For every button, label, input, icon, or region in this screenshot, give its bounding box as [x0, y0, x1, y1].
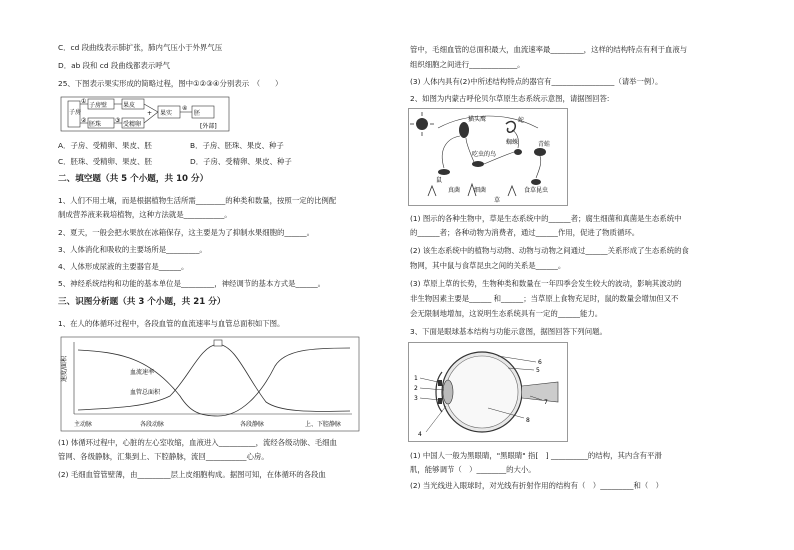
- flow-pei: 胚: [194, 110, 201, 117]
- fill-q1-line1: 1、人们不用土壤，而是根据植物生活所需________的种类和数量，按照一定的比例配: [58, 196, 337, 205]
- chart-ylabel: 速度/面积: [61, 355, 68, 382]
- flow-n1: ①: [81, 98, 87, 105]
- chart-x3: 各段静脉: [240, 421, 265, 428]
- eco-q2-line1: (2) 该生态系统中的植物与动物、动物与动物之间通过______关系形成了生态系统的食: [410, 246, 689, 255]
- eco-snake: 蛇: [518, 117, 525, 124]
- option-d-text: D．ab 段和 cd 段曲线都表示呼气: [58, 61, 171, 70]
- eco-bacteria: 细菌: [474, 187, 487, 194]
- analysis-q2-intro: 2、如图为内蒙古呼伦贝尔草原生态系统示意图，请据图回答:: [410, 94, 610, 103]
- fill-q3: 3、人体消化和吸收的主要场所是_________。: [58, 245, 207, 254]
- question-25: 25、下图表示果实形成的简略过程，图中①②③④分别表示 （ ）: [58, 79, 283, 88]
- eye-n3: 3: [414, 395, 418, 402]
- chart-x4: 上、下腔静脉: [305, 421, 342, 428]
- eco-q3-line2: 非生物因素主要是______ 和______；当草原上食物充足时，鼠的数量会增加但又不: [410, 294, 679, 303]
- blood-flow-chart: [60, 336, 360, 432]
- chart-x2: 各段动脉: [140, 421, 165, 428]
- flow-zifang: 子房: [69, 109, 82, 116]
- eco-bird: 吃虫的鸟: [472, 151, 497, 158]
- eye-q2: (2) 当光线进入眼球时，对光线有折射作用的结构有（ ）_________和（ ）: [410, 481, 664, 490]
- eye-n4: 4: [418, 431, 422, 438]
- fill-q2: 2、夏天，一般会把水果放在冰箱保存，这主要是为了抑制水果细胞的______。: [58, 228, 314, 237]
- eye-n1: 1: [414, 375, 418, 382]
- chart-area-label: 血管总面积: [130, 389, 161, 396]
- analysis-q1-2: (2) 毛细血管管壁薄，由_________层上皮细胞构成。据图可知，在体循环的各段血: [58, 470, 326, 479]
- eco-q1-line2: 的______者；各种动物为消费者，通过______作用，促进了物质循环。: [410, 228, 640, 237]
- analysis-q1-1-line2: 管网、各级静脉，汇集到上、下腔静脉，流回___________心房。: [58, 452, 269, 461]
- eye-n6: 6: [538, 359, 542, 366]
- eco-mouse: 鼠: [436, 177, 443, 184]
- flow-pibi: 子房壁: [89, 102, 108, 109]
- analysis-q1-3: (3) 人体内具有(2)中所述结构特点的器官有_________________（请举一例）。: [410, 77, 663, 86]
- eye-q1-line2: 肌，能够调节（ ）________的大小。: [410, 465, 536, 474]
- flow-guopi: 果皮: [123, 102, 136, 109]
- analysis-q3-intro: 3、下面是眼球基本结构与功能示意图，据图回答下列问题。: [410, 327, 607, 336]
- right-line1: 管中，毛细血管的总面积最大，血流速率最_________，这样的结构特点有利于血液与: [410, 45, 688, 54]
- analysis-q1-1-line1: (1) 体循环过程中，心脏的左心室收缩，血液进入__________，流经各级动脉、毛细血: [58, 438, 337, 447]
- eco-owl: 猫头鹰: [468, 116, 487, 123]
- fruit-formation-diagram: [60, 96, 230, 132]
- fill-q4: 4、人体形成尿液的主要器官是______。: [58, 262, 189, 271]
- flow-n3: ③: [115, 117, 121, 124]
- section-3-heading: 三、识图分析题（共 3 个小题，共 21 分）: [58, 297, 226, 307]
- eye-n5: 5: [536, 367, 540, 374]
- flow-peizhu: 胚珠: [89, 121, 102, 128]
- eye-n8: 8: [526, 417, 530, 424]
- eco-q2-line2: 物网，其中鼠与食草昆虫之间的关系是______。: [410, 261, 566, 270]
- fill-q1-line2: 制成营养液来栽培植物，这种方法就是___________。: [58, 210, 232, 219]
- eye-n2: 2: [414, 385, 418, 392]
- eco-insect: 食草昆虫: [524, 187, 549, 194]
- analysis-q1-intro: 1、在人的体循环过程中，各段血管的血流速率与血管总面积如下图。: [58, 319, 285, 328]
- flow-plus: +: [147, 110, 153, 117]
- eco-fungi: 真菌: [448, 187, 461, 194]
- section-2-heading: 二、填空题（共 5 个小题，共 10 分）: [58, 174, 209, 184]
- right-line2: 组织细胞之间进行_____________。: [410, 60, 525, 69]
- eco-q1-line1: (1) 图示的各种生物中，草是生态系统中的______者；腐生细菌和真菌是生态系统中: [410, 214, 682, 223]
- ecosystem-diagram: [408, 108, 568, 206]
- option-b[interactable]: B．子房、胚珠、果皮、种子: [190, 141, 284, 150]
- fill-q5: 5、神经系统结构和功能的基本单位是_________，神经调节的基本方式是______。: [58, 279, 326, 288]
- eco-q3-line3: 会无限制地增加，这说明生态系统具有一定的______能力。: [410, 309, 603, 318]
- eye-n7: 7: [544, 399, 548, 406]
- eco-q3-line1: (3) 草原上草的长势，生物种类和数量在一年四季会发生较大的波动，影响其波动的: [410, 279, 682, 288]
- flow-n2: ②: [81, 117, 87, 124]
- eco-frog: 青蛙: [538, 141, 551, 148]
- animal-icons: [428, 122, 549, 196]
- eco-grass: 草: [494, 197, 501, 204]
- eye-diagram: [408, 342, 568, 442]
- chart-x1: 主动脉: [74, 421, 93, 428]
- chart-speed-label: 血流速率: [130, 369, 155, 376]
- eco-spider: 蜘蛛: [506, 139, 519, 146]
- option-c-text: C．cd 段曲线表示肺扩张，肺内气压小于外界气压: [58, 43, 223, 52]
- flow-side: [外部]: [200, 123, 217, 130]
- eye-q1-line1: (1) 中国人一般为黑眼睛，"黑眼睛" 指[ ] __________的结构，其内含有平滑: [410, 451, 662, 460]
- sun-icon: [410, 112, 434, 136]
- flow-n4: ④: [182, 105, 188, 112]
- flow-guoshi: 果实: [160, 110, 173, 117]
- option-a[interactable]: A．子房、受精卵、果皮、胚: [58, 141, 152, 150]
- option-d[interactable]: D．子房、受精卵、果皮、种子: [190, 157, 292, 166]
- flow-shoujing: 受精卵: [123, 121, 142, 128]
- option-c[interactable]: C．胚珠、受精卵、果皮、胚: [58, 157, 152, 166]
